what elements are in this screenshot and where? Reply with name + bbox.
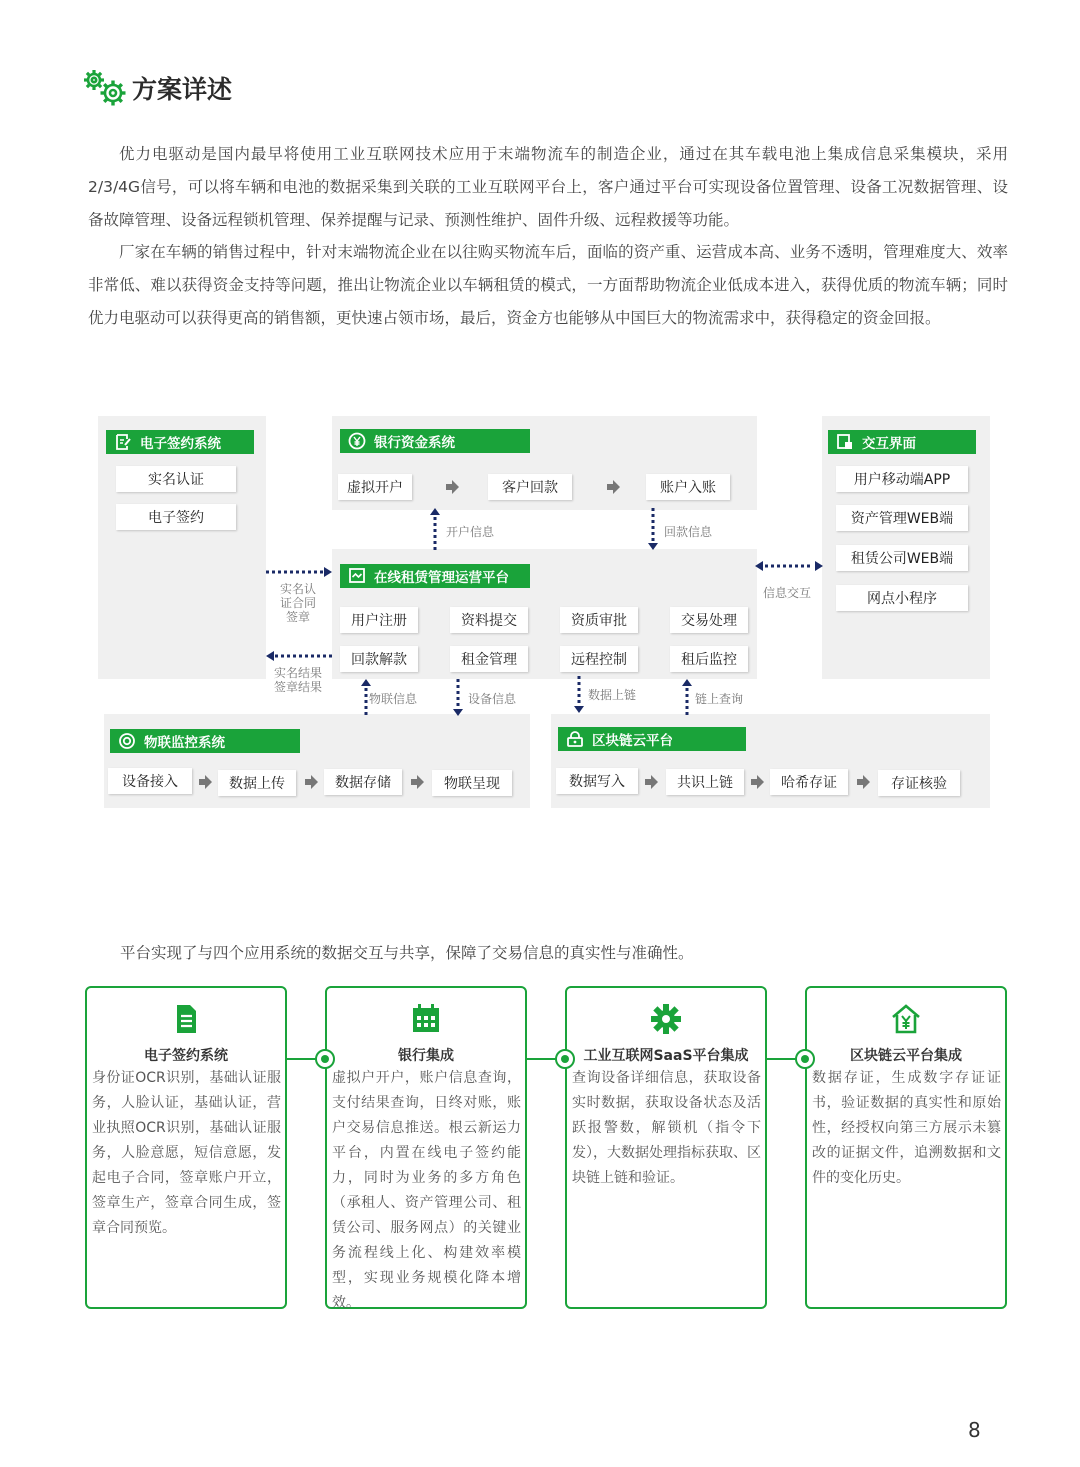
iot-item-storage: 数据存储 (324, 769, 402, 795)
link-dot (315, 1049, 335, 1069)
arrow-right-icon (606, 480, 620, 494)
card-title: 区块链云平台集成 (850, 1048, 962, 1064)
label-data-onchain: 数据上链 (588, 688, 637, 702)
link-dot (555, 1049, 575, 1069)
iot-item-upload: 数据上传 (218, 770, 296, 796)
bank-header (340, 429, 530, 453)
house-yuan-icon (890, 1002, 922, 1036)
arrow-right-icon (750, 775, 764, 789)
iot-title: 物联监控系统 (144, 735, 225, 751)
connector-esign-result (266, 650, 332, 662)
platform-item-remote: 远程控制 (560, 646, 638, 672)
iot-header (110, 729, 300, 753)
connector-chain-query (681, 679, 693, 716)
esign-item-realname: 实名认证 (116, 466, 236, 492)
label-chain-query: 链上查询 (695, 692, 744, 706)
label-iot-info: 物联信息 (369, 692, 418, 706)
document-sign-icon (114, 433, 132, 451)
chain-title: 区块链云平台 (592, 733, 673, 749)
card-title: 电子签约系统 (144, 1048, 228, 1064)
connector-info-exchange (755, 560, 823, 572)
connector-esign-request (266, 566, 332, 578)
ui-item-asset-web: 资产管理WEB端 (836, 505, 968, 531)
chain-item-write: 数据写入 (556, 768, 638, 794)
card-link (527, 1049, 565, 1069)
label-device-info: 设备信息 (468, 692, 517, 706)
paragraph-1: 优力电驱动是国内最早将使用工业互联网技术应用于末端物流车的制造企业，通过在其车载电池上集成信息采集模块，采用2/3/4G信号，可以将车辆和电池的数据采集到关联的工业互联网平台上，客户通过平台可实现设备位置管理、设备工况数据管理、设备故障管理、设备远程锁机管理、保养提醒与记录、预测性维护、固件升级、远程救援等功能。 (88, 145, 1008, 229)
chart-window-icon (348, 567, 366, 585)
lock-icon (566, 730, 584, 748)
platform-item-rent: 租金管理 (450, 646, 528, 672)
connector-open-info (429, 508, 441, 550)
arrow-right-icon (410, 775, 424, 789)
arrow-right-icon (445, 480, 459, 494)
card-blockchain (805, 986, 1007, 1309)
label-esign-result-1: 实名结果 (273, 666, 322, 680)
label-esign-request-3: 签章 (285, 610, 310, 624)
label-esign-request-1: 实名认 (279, 582, 316, 596)
document-icon (170, 1002, 202, 1036)
gears-icon (82, 68, 128, 108)
page-number: 8 (968, 1418, 981, 1442)
platform-item-monitor: 租后监控 (670, 646, 748, 672)
card-link (287, 1049, 325, 1069)
platform-item-submit: 资料提交 (450, 607, 528, 633)
esign-title: 电子签约系统 (140, 436, 221, 452)
bank-item-repayment: 客户回款 (488, 474, 572, 500)
label-esign-request-2: 证合同 (279, 596, 316, 610)
card-text: 身份证OCR识别，基础认证服务，人脸认证，基础认证，营业执照OCR识别，基础认证服务，人脸意愿，短信意愿，发起电子合同，签章账户开立，签章生产，签章合同生成，签章合同预览。 (92, 1070, 281, 1236)
bank-item-virtual-account: 虚拟开户 (338, 474, 412, 500)
esign-panel (98, 416, 266, 679)
ui-item-lease-web: 租赁公司WEB端 (836, 545, 968, 571)
iot-item-display: 物联呈现 (432, 770, 512, 796)
platform-item-register: 用户注册 (340, 607, 418, 633)
intro-text: 平台实现了与四个应用系统的数据交互与共享，保障了交易信息的真实性与准确性。 (120, 944, 694, 962)
card-title: 银行集成 (398, 1048, 454, 1064)
target-icon (118, 732, 136, 750)
card-link (767, 1049, 805, 1069)
platform-item-approval: 资质审批 (560, 607, 638, 633)
ui-header (828, 430, 976, 454)
chain-item-consensus: 共识上链 (666, 769, 744, 795)
bank-item-posting: 账户入账 (646, 474, 730, 500)
yuan-coin-icon (348, 432, 366, 450)
bank-title: 银行资金系统 (374, 435, 455, 451)
platform-header (340, 564, 530, 588)
card-esign (85, 986, 287, 1309)
link-dot (795, 1049, 815, 1069)
gear-icon (650, 1002, 682, 1036)
esign-item-sign: 电子签约 (116, 504, 236, 530)
platform-item-repayment: 回款解款 (340, 646, 418, 672)
paragraph-2: 厂家在车辆的销售过程中，针对末端物流企业在以往购买物流车后，面临的资产重、运营成本高、业务不透明，管理难度大、效率非常低、难以获得资金支持等问题，推出让物流企业以车辆租赁的模式，一方面帮助物流企业低成本进入，获得优质的物流车辆；同时优力电驱动可以获得更高的销售额，更快速占领市场，最后，资金方也能够从中国巨大的物流需求中，获得稳定的资金回报。 (88, 243, 1008, 327)
esign-header (106, 430, 254, 454)
label-info-exchange: 信息交互 (763, 586, 812, 600)
chain-item-hash: 哈希存证 (770, 769, 848, 795)
arrow-right-icon (198, 775, 212, 789)
card-iiot (565, 986, 767, 1309)
section-heading (82, 66, 232, 110)
ui-item-app: 用户移动端APP (836, 466, 968, 492)
arrow-right-icon (304, 775, 318, 789)
platform-title: 在线租赁管理运营平台 (374, 570, 509, 586)
connector-device-info (452, 679, 464, 716)
label-repay-info: 回款信息 (664, 525, 713, 539)
label-esign-request (276, 582, 320, 624)
iot-item-access: 设备接入 (108, 768, 192, 794)
calendar-icon (410, 1002, 442, 1036)
card-text: 查询设备详细信息，获取设备实时数据，获取设备状态及活跃报警数，解锁机（指令下发），大数据处理指标获取、区块链上链和验证。 (572, 1070, 761, 1186)
ui-title: 交互界面 (862, 436, 916, 452)
card-title: 工业互联网SaaS平台集成 (583, 1048, 749, 1064)
chain-header (558, 727, 746, 751)
screen-icon (836, 433, 854, 451)
connector-repay-info (647, 508, 659, 550)
card-text: 虚拟户开户，账户信息查询，支付结果查询，日终对账，账户交易信息推送。根云新运力平台，内置在线电子签约能力，同时为业务的多方角色（承租人、资产管理公司、租赁公司、服务网点）的关键业务流程线上化、构建效率模型，实现业务规模化降本增效。 (332, 1070, 521, 1311)
connector-data-onchain (573, 676, 585, 713)
ui-item-miniprogram: 网点小程序 (836, 585, 968, 611)
card-bank (325, 986, 527, 1309)
label-open-info: 开户信息 (446, 525, 495, 539)
card-text: 数据存证，生成数字存证证书，验证数据的真实性和原始性，经授权向第三方展示未篡改的证据文件，追溯数据和文件的变化历史。 (812, 1070, 1001, 1186)
arrow-right-icon (856, 775, 870, 789)
label-esign-result-2: 签章结果 (273, 680, 322, 694)
platform-item-transaction: 交易处理 (670, 607, 748, 633)
chain-item-verify: 存证核验 (878, 770, 960, 796)
label-esign-result (270, 666, 326, 694)
arrow-right-icon (644, 775, 658, 789)
section-title: 方案详述 (132, 75, 233, 104)
